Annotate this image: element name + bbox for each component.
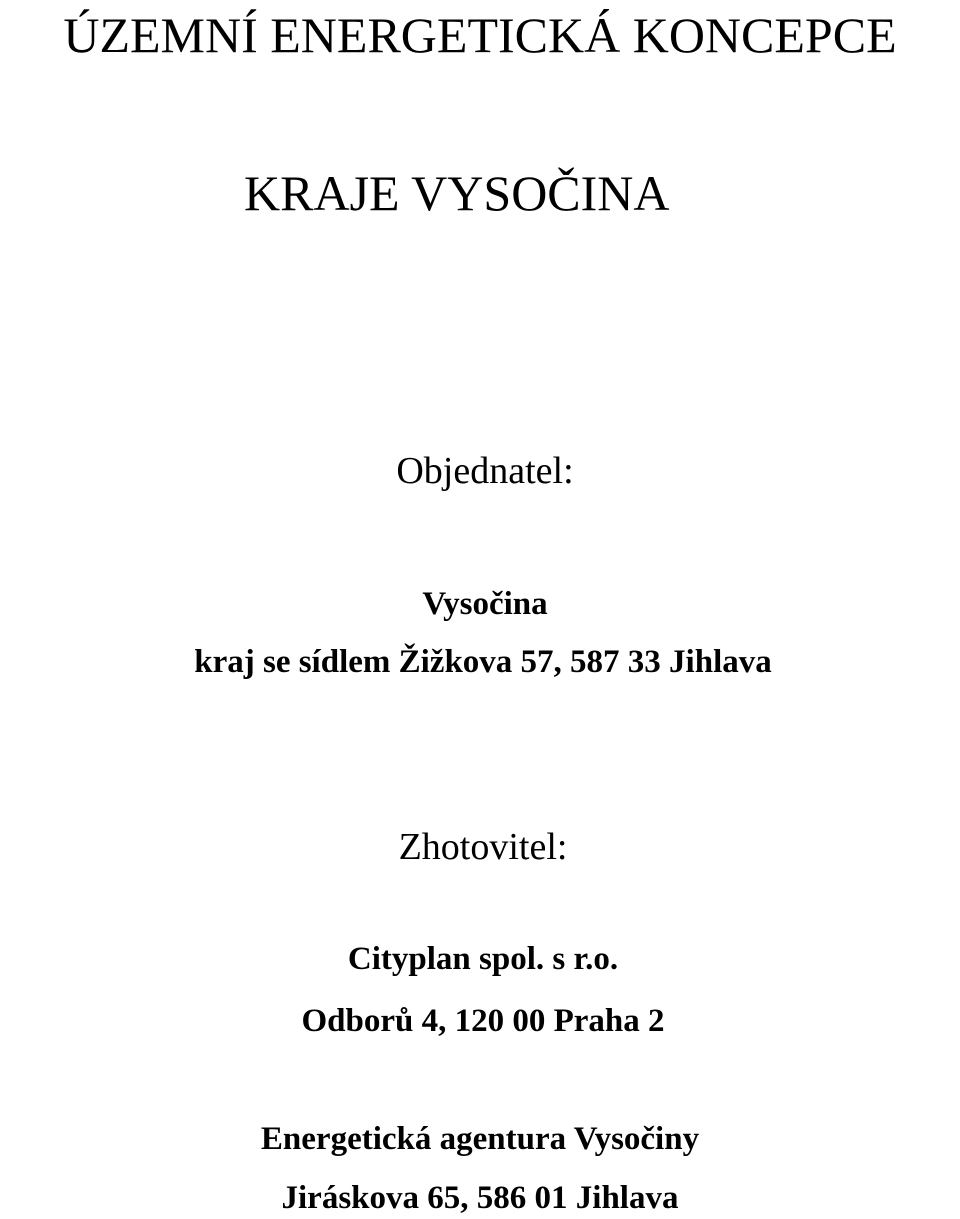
document-subtitle: KRAJE VYSOČINA xyxy=(244,165,670,221)
client-label: Objednatel: xyxy=(396,450,574,492)
client-name: Vysočina xyxy=(422,586,548,622)
partner-name: Energetická agentura Vysočiny xyxy=(260,1121,700,1157)
contractor-name: Cityplan spol. s r.o. xyxy=(347,941,619,977)
contractor-address: Odborů 4, 120 00 Praha 2 xyxy=(301,1003,665,1039)
contractor-label: Zhotovitel: xyxy=(398,826,568,868)
document-title: ÚZEMNÍ ENERGETICKÁ KONCEPCE xyxy=(63,7,897,63)
partner-address: Jiráskova 65, 586 01 Jihlava xyxy=(281,1180,679,1216)
client-address: kraj se sídlem Žižkova 57, 587 33 Jihlava xyxy=(194,644,772,680)
